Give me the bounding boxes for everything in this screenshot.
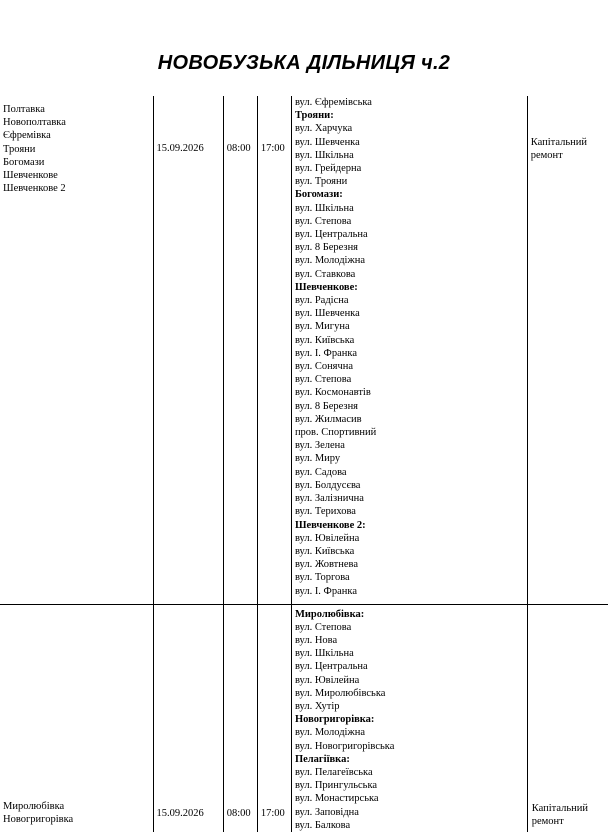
locality-name: Трояни xyxy=(3,143,36,155)
settlement-header: Трояни: xyxy=(294,110,334,122)
street-name: вул. Жовтнева xyxy=(294,559,358,571)
street-name: вул. Новогригорівська xyxy=(294,740,395,752)
locality-name: Шевченкове xyxy=(3,170,58,182)
date-cell xyxy=(153,96,223,604)
settlement-header: Шевченкове: xyxy=(294,281,358,293)
locality-name: Шевченкове 2 xyxy=(3,183,66,195)
street-name: вул. Миролюбівська xyxy=(294,687,386,699)
settlement-header: Пелагіївка: xyxy=(294,753,350,765)
localities-cell xyxy=(0,604,153,832)
street-name: вул. Радісна xyxy=(294,295,349,307)
street-name: вул. Космонавтів xyxy=(294,387,371,399)
street-name: вул. Центральна xyxy=(294,229,368,241)
localities-cell xyxy=(0,96,153,604)
time-from: 08:00 xyxy=(226,807,251,819)
street-name: вул. Жилмасив xyxy=(294,413,362,425)
settlement-header: Шевченкове 2: xyxy=(294,519,366,531)
time-to: 17:00 xyxy=(260,807,285,819)
street-name: вул. Ювілейна xyxy=(294,674,360,686)
time-to-cell xyxy=(257,604,291,832)
street-name: вул. І. Франка xyxy=(294,585,357,597)
street-name: вул. Торгова xyxy=(294,572,350,584)
street-name: вул. Шевченка xyxy=(294,136,360,148)
time-from-cell xyxy=(223,604,257,832)
street-name: вул. Сонячна xyxy=(294,361,354,373)
street-name: вул. Трояни xyxy=(294,176,348,188)
locality-name: Миролюбівка xyxy=(3,800,65,812)
street-name: вул. Монастирська xyxy=(294,793,379,805)
street-name: вул. Пелагеївська xyxy=(294,766,373,778)
locality-name: Новогригорівка xyxy=(3,813,74,825)
street-name: вул. Шевченка xyxy=(294,308,360,320)
time-to: 17:00 xyxy=(260,143,285,154)
street-name: вул. Молодіжна xyxy=(294,727,365,739)
outage-schedule-table xyxy=(0,96,608,832)
street-name: вул. Ювілейна xyxy=(294,532,360,544)
outage-reason: Капітальний xyxy=(531,802,588,814)
time-to-cell xyxy=(257,96,291,604)
outage-reason: ремонт xyxy=(530,150,563,162)
street-name: вул. Шкільна xyxy=(294,149,354,161)
outage-date: 15.09.2026 xyxy=(156,143,204,154)
street-name: вул. Зелена xyxy=(294,440,345,452)
page-title: НОВОБУЗЬКА ДІЛЬНИЦЯ ч.2 xyxy=(157,52,451,74)
time-from-cell xyxy=(223,96,257,604)
reason-cell xyxy=(527,96,608,604)
street-name: вул. Болдусєва xyxy=(294,479,361,491)
street-name: вул. Молодіжна xyxy=(294,255,365,267)
street-name: вул. Мигуна xyxy=(294,321,350,333)
street-name: вул. І. Франка xyxy=(294,347,357,359)
reason-cell xyxy=(527,604,608,832)
street-name: вул. Нова xyxy=(294,634,338,646)
locality-name: Новополтавка xyxy=(3,117,66,129)
street-name: вул. Київська xyxy=(294,545,355,557)
street-name: вул. Садова xyxy=(294,466,347,478)
street-name: вул. Грейдерна xyxy=(294,163,362,175)
street-name: вул. Терихова xyxy=(294,506,356,518)
settlement-header: Новогригорівка: xyxy=(294,714,375,726)
locality-name: Богомази xyxy=(3,156,45,168)
settlement-header: Миролюбівка: xyxy=(294,608,365,620)
streets-cell xyxy=(291,96,527,604)
table-row xyxy=(0,604,608,832)
street-name: вул. Київська xyxy=(294,334,355,346)
street-name: вул. Хутір xyxy=(294,700,340,712)
table-row xyxy=(0,96,608,604)
outage-date: 15.09.2026 xyxy=(156,807,204,819)
street-name: вул. Прингульська xyxy=(294,780,378,792)
streets-cell xyxy=(291,604,527,832)
time-from: 08:00 xyxy=(226,143,251,154)
outage-reason: Капітальний xyxy=(530,137,587,148)
street-name: пров. Спортивний xyxy=(294,427,377,439)
street-name: вул. Степова xyxy=(294,215,352,227)
street-name: вул. 8 Березня xyxy=(294,400,359,412)
street-name: вул. Центральна xyxy=(294,661,368,673)
street-name: вул. Балкова xyxy=(294,819,351,831)
street-name: вул. Харчука xyxy=(294,123,353,135)
locality-name: Єфремівка xyxy=(3,130,51,142)
street-name: вул. Заповідна xyxy=(294,806,359,818)
street-name: вул. Степова xyxy=(294,374,352,386)
street-name: вул. Степова xyxy=(294,621,352,633)
outage-reason: ремонт xyxy=(531,815,564,827)
street-name: вул. 8 Березня xyxy=(294,242,359,254)
street-name: вул. Шкільна xyxy=(294,202,354,214)
locality-name: Полтавка xyxy=(3,104,45,115)
street-name: вул. Ставкова xyxy=(294,268,356,280)
street-name: вул. Єфремівська xyxy=(294,97,372,108)
date-cell xyxy=(153,604,223,832)
settlement-header: Богомази: xyxy=(294,189,343,201)
street-name: вул. Залізнична xyxy=(294,493,364,505)
street-name: вул. Миру xyxy=(294,453,341,465)
street-name: вул. Шкільна xyxy=(294,648,354,660)
